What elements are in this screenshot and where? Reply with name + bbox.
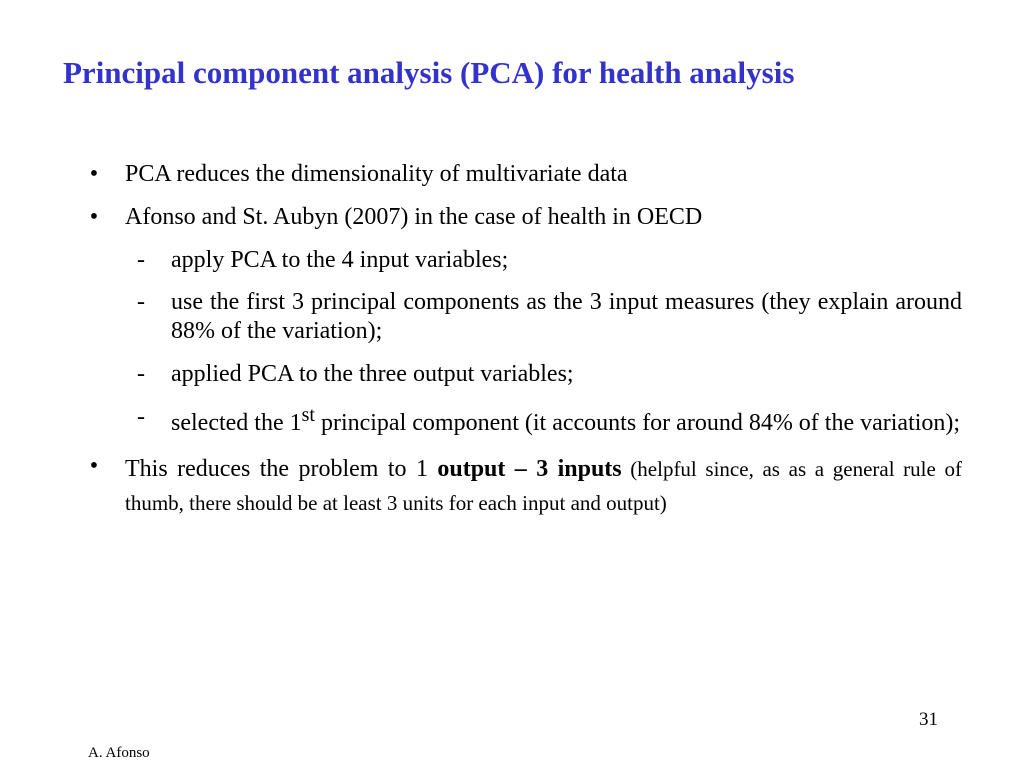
sub-item [84,403,962,438]
page-number: 31 [919,709,938,730]
bullet-item [84,203,962,232]
bullet-note-text: (helpful since, as as a general rule of thumb, there should be at least 3 units for each input and output) [125,456,962,516]
sub-item-text: apply PCA to the 4 input variables; [171,246,509,273]
bullet-bold-text: output – 3 inputs [437,455,622,482]
author-footer: A. Afonso [88,745,150,761]
bullet-item [84,160,962,189]
bullet-icon: • [89,452,99,479]
sub-item-text-before: selected the 1 [171,409,302,436]
slide-content [84,160,962,535]
dash-icon: - [137,289,145,316]
bullet-icon: • [89,161,99,187]
bullet-text [125,452,962,522]
sub-item-text-after: principal component (it accounts for around 84% of the variation); [314,409,961,436]
ordinal-superscript: st [301,403,315,426]
dash-icon: - [137,403,145,430]
sub-item-text: applied PCA to the three output variables; [171,360,574,387]
bullet-lead-text: This reduces the problem to 1 [125,455,438,482]
dash-icon: - [137,360,145,387]
bullet-item [84,452,962,522]
sub-item [84,246,962,275]
sub-item-text: use the first 3 principal components as the 3 input measures (they explain around 88% of the variation); [171,289,962,345]
bullet-text: PCA reduces the dimensionality of multivariate data [125,161,628,187]
bullet-icon: • [89,203,99,230]
dash-icon: - [137,246,145,273]
bullet-text: Afonso and St. Aubyn (2007) in the case of health in OECD [125,203,703,230]
sub-item [84,360,962,389]
sub-item [84,288,962,346]
slide-title: Principal component analysis (PCA) for health analysis [63,55,795,90]
